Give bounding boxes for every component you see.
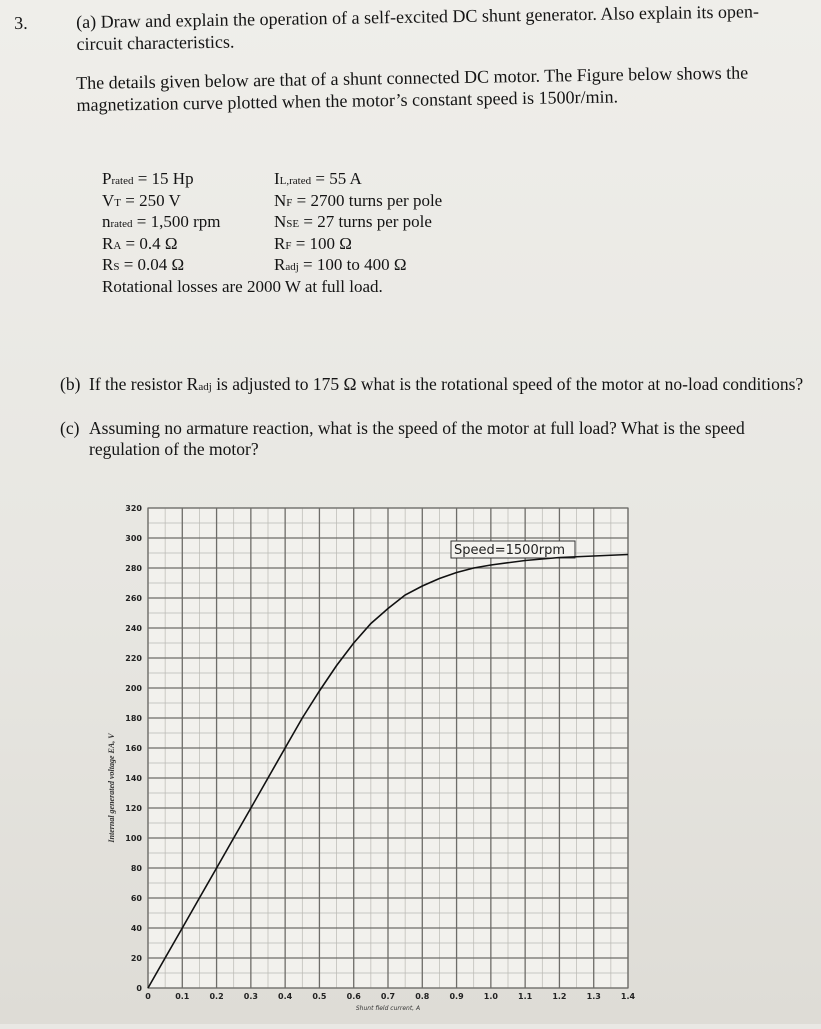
y-tick-label: 320 xyxy=(125,504,142,513)
y-tick-label: 160 xyxy=(125,744,142,753)
y-tick-label: 0 xyxy=(136,984,142,993)
y-tick-label: 240 xyxy=(125,624,142,633)
y-tick-label: 200 xyxy=(125,684,142,693)
x-tick-label: 0.3 xyxy=(243,992,258,1001)
y-axis-label: Internal generated voltage EA, V xyxy=(107,733,116,843)
spec-rs: RS = 0.04 Ω xyxy=(102,255,185,274)
y-tick-label: 120 xyxy=(125,804,142,813)
spec-n-rated: nrated = 1,500 rpm xyxy=(102,212,221,231)
question-number: 3. xyxy=(14,12,28,33)
spec-ra: RA = 0.4 Ω xyxy=(102,233,178,253)
x-tick-label: 1.1 xyxy=(518,992,533,1001)
x-tick-label: 0.2 xyxy=(209,992,224,1001)
x-tick-label: 0.7 xyxy=(380,992,396,1001)
spec-rf: RF = 100 Ω xyxy=(274,233,352,253)
x-tick-label: 1.3 xyxy=(586,992,601,1001)
x-tick-label: 1.0 xyxy=(483,992,498,1001)
x-tick-label: 0.8 xyxy=(415,992,430,1001)
x-tick-label: 0 xyxy=(145,992,151,1001)
y-tick-label: 260 xyxy=(125,594,142,603)
y-tick-label: 40 xyxy=(130,924,142,933)
part-a-text: (a) Draw and explain the operation of a self-excited DC shunt generator. Also explain its open-circuit characteristics. xyxy=(76,1,760,55)
y-tick-label: 60 xyxy=(130,894,142,903)
spec-vt: VT = 250 V xyxy=(102,190,181,210)
x-tick-label: 0.4 xyxy=(278,992,293,1001)
x-axis-label: Shunt field current, A xyxy=(355,1005,421,1012)
spec-nse: NSE = 27 turns per pole xyxy=(274,212,432,231)
x-tick-label: 0.1 xyxy=(175,992,190,1001)
part-c-text: Assuming no armature reaction, what is the speed of the motor at full load? What is the speed regulation of the motor? xyxy=(89,418,745,459)
y-tick-label: 280 xyxy=(125,564,142,573)
x-tick-label: 0.6 xyxy=(346,992,361,1001)
x-tick-label: 0.5 xyxy=(312,992,327,1001)
x-tick-label: 1.2 xyxy=(552,992,567,1001)
part-c-label: (c) xyxy=(60,418,80,438)
spec-il-rated: IL,rated = 55 A xyxy=(274,169,362,188)
x-tick-label: 1.4 xyxy=(620,992,636,1001)
spec-radj: Radj = 100 to 400 Ω xyxy=(274,255,407,274)
part-b-label: (b) xyxy=(60,374,81,394)
y-tick-label: 100 xyxy=(125,834,142,843)
y-tick-label: 140 xyxy=(125,774,142,783)
intro-text: The details given below are that of a shunt connected DC motor. The Figure below shows the magnetization curve plotted when the motor’s constant speed is 1500r/min. xyxy=(76,62,749,115)
spec-p-rated: Prated = 15 Hp xyxy=(102,169,194,188)
y-tick-label: 20 xyxy=(130,954,142,963)
annotation-text: Speed=1500rpm xyxy=(454,543,565,558)
part-b-text: If the resistor Radj is adjusted to 175 Ω what is the rotational speed of the motor at no-load conditions? xyxy=(89,374,804,394)
spec-losses: Rotational losses are 2000 W at full load. xyxy=(102,276,383,296)
y-tick-label: 80 xyxy=(130,864,142,873)
y-tick-label: 180 xyxy=(125,714,142,723)
spec-nf: NF = 2700 turns per pole xyxy=(274,190,443,210)
y-tick-label: 300 xyxy=(125,534,142,543)
y-tick-label: 220 xyxy=(125,654,142,663)
x-tick-label: 0.9 xyxy=(449,992,464,1001)
